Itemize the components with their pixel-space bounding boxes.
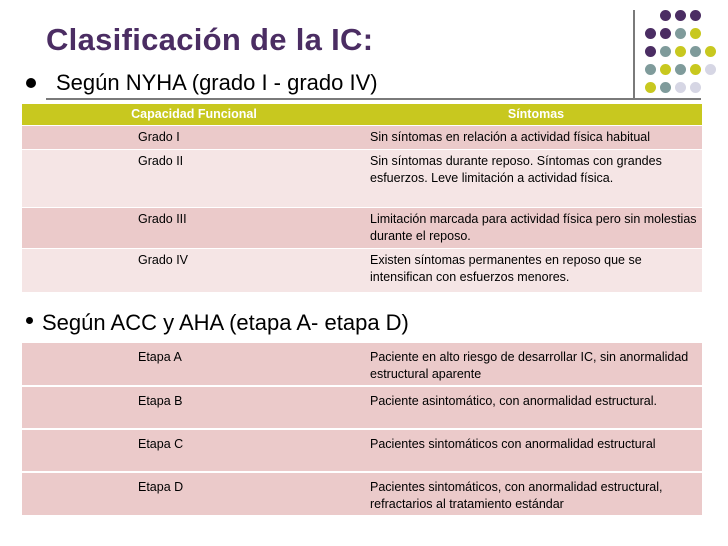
nyha-heading: Según NYHA (grado I - grado IV) [56,70,378,95]
table-cell [22,472,366,515]
table-header-row [22,104,702,126]
table-cell: Sin síntomas durante reposo. Síntomas con grandes esfuerzos. Leve limitación a actividad física. [366,150,702,208]
grade-label: Grado II [138,154,184,168]
stage-label: Etapa A [138,350,182,364]
decor-dot [660,10,671,21]
decor-dot [690,64,701,75]
decor-dot [690,28,701,39]
bullet-icon [26,78,36,88]
acc-aha-table [22,343,702,515]
decor-horizontal-line [46,98,701,100]
decor-dot [660,64,671,75]
table-row [22,429,702,472]
header-sintomas: Síntomas [366,104,702,126]
decor-dot [675,82,686,93]
table-cell [22,386,366,429]
decor-dot [690,46,701,57]
table-cell: Paciente asintomático, con anormalidad estructural. [366,386,702,429]
decor-dot-grid [645,10,725,105]
table-cell: Limitación marcada para actividad física pero sin molestias durante el reposo. [366,208,702,249]
acc-aha-bullet [26,310,409,336]
table-cell [22,343,366,386]
nyha-bullet [26,70,378,96]
table-cell [22,429,366,472]
table-row [22,208,702,249]
table-row [22,126,702,150]
stage-label: Etapa D [138,480,184,494]
grade-label: Grado IV [138,253,189,267]
nyha-table [22,104,702,292]
table-cell: Sin síntomas en relación a actividad física habitual [366,126,702,150]
decor-dot [690,10,701,21]
decor-dot [675,10,686,21]
table-row [22,249,702,292]
decor-dot [645,64,656,75]
table-row [22,386,702,429]
decor-dot [705,46,716,57]
stage-label: Etapa C [138,437,184,451]
decor-dot [675,46,686,57]
decor-dot [705,64,716,75]
decor-dot [645,46,656,57]
decor-dot [660,46,671,57]
decor-dot [660,28,671,39]
decor-dot [660,82,671,93]
table-cell: Existen síntomas permanentes en reposo que se intensifican con esfuerzos menores. [366,249,702,292]
decor-vertical-line [633,10,635,100]
table-cell [22,126,366,150]
table-cell [22,208,366,249]
table-cell [22,150,366,208]
slide-title: Clasificación de la IC: [46,22,374,57]
stage-label: Etapa B [138,394,183,408]
table-cell [22,249,366,292]
decor-dot [645,28,656,39]
table-row [22,150,702,208]
bullet-icon [26,317,33,324]
decor-dot [675,28,686,39]
header-capacidad: Capacidad Funcional [22,104,366,126]
grade-label: Grado I [138,130,180,144]
decor-dot [690,82,701,93]
decor-dot [675,64,686,75]
table-cell: Pacientes sintomáticos con anormalidad estructural [366,429,702,472]
acc-aha-heading: Según ACC y AHA (etapa A- etapa D) [42,310,409,335]
table-row [22,472,702,515]
table-cell: Pacientes sintomáticos, con anormalidad estructural, refractarios al tratamiento estándar [366,472,702,515]
grade-label: Grado III [138,212,187,226]
decor-dot [645,82,656,93]
table-cell: Paciente en alto riesgo de desarrollar IC, sin anormalidad estructural aparente [370,350,689,381]
table-row [22,343,702,386]
